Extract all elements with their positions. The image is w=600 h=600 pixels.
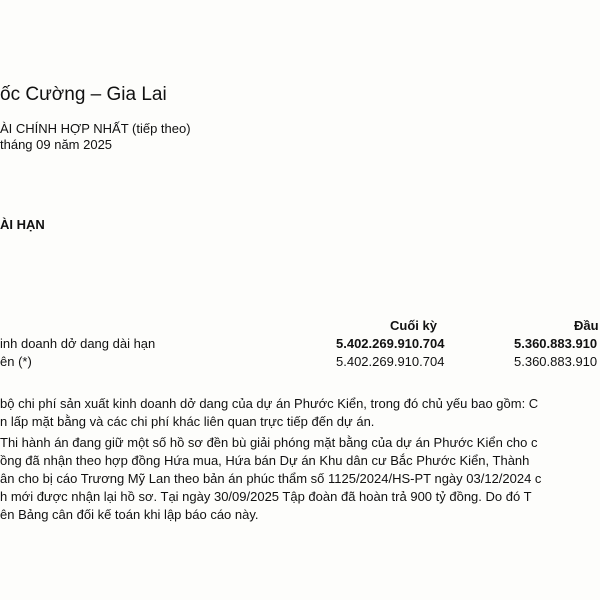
closing-value: 5.402.269.910.704	[336, 336, 445, 351]
table-row	[0, 336, 600, 354]
note-line: bộ chi phí sản xuất kinh doanh dở dang của dự án Phước Kiển, trong đó chủ yếu bao gồm: C	[0, 396, 539, 411]
report-title: ÀI CHÍNH HỢP NHẤT (tiếp theo)	[0, 121, 191, 136]
opening-value: 5.360.883.910	[514, 336, 598, 351]
column-header-closing: Cuối kỳ	[390, 318, 437, 333]
note-line: Thi hành án đang giữ một số hồ sơ đền bù giải phóng mặt bằng của dự án Phước Kiển cho c	[0, 435, 538, 450]
note-line: n lấp mặt bằng và các chi phí khác liên quan trực tiếp đến dự án.	[0, 414, 375, 429]
row-label: inh doanh dở dang dài hạn	[0, 336, 156, 351]
opening-value: 5.360.883.910	[514, 354, 598, 369]
section-heading: ÀI HẠN	[0, 217, 45, 232]
note-line: h mới được nhận lại hồ sơ. Tại ngày 30/09/2025 Tập đoàn đã hoàn trả 900 tỷ đồng. Do đó T	[0, 489, 532, 504]
column-header-opening: Đầu	[574, 318, 599, 333]
note-line: ồng đã nhận theo hợp đồng Hứa mua, Hứa bán Dự án Khu dân cư Bắc Phước Kiển, Thành	[0, 453, 530, 468]
note-line: ên Bảng cân đối kế toán khi lập báo cáo này.	[0, 507, 259, 522]
report-period: tháng 09 năm 2025	[0, 137, 113, 152]
note-line: ân cho bị cáo Trương Mỹ Lan theo bản án phúc thẩm số 1125/2024/HS-PT ngày 03/12/2024 c	[0, 471, 542, 486]
company-name: ốc Cường – Gia Lai	[0, 84, 167, 105]
row-label: ên (*)	[0, 354, 32, 369]
closing-value: 5.402.269.910.704	[336, 354, 445, 369]
table-row	[0, 354, 600, 372]
